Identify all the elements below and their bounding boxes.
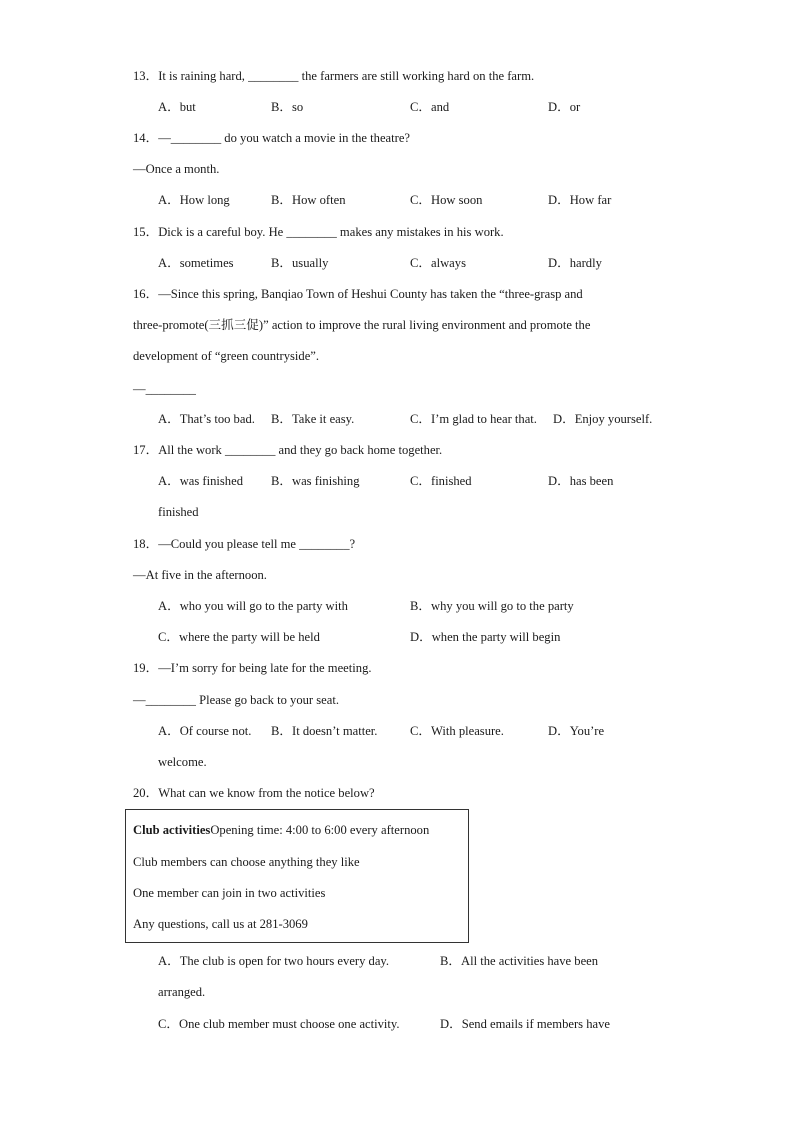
q17-option-c: C．finished — [410, 474, 472, 488]
notice-line-join: One member can join in two activities — [133, 886, 326, 900]
notice-line-contact: Any questions, call us at 281-3069 — [133, 917, 308, 931]
q19-option-d: D．You’re — [548, 724, 605, 738]
notice-title: Club activities — [133, 823, 211, 837]
q16-stem-line1: 16．—Since this spring, Banqiao Town of Heshui County has taken the “three-grasp and — [133, 287, 583, 301]
q19-option-b: B．It doesn’t matter. — [271, 724, 378, 738]
notice-opening-time: Opening time: 4:00 to 6:00 every afternoon — [210, 823, 430, 837]
q16-option-a: A．That’s too bad. — [158, 412, 255, 426]
q13-option-a: A．but — [158, 100, 196, 114]
q14-option-c: C．How soon — [410, 193, 483, 207]
q13-option-d: D．or — [548, 100, 581, 114]
q15-option-a: A．sometimes — [158, 256, 234, 270]
q16-reply: —________ — [133, 382, 196, 396]
q19-stem: 19．—I’m sorry for being late for the meeting. — [133, 661, 372, 675]
q15-option-d: D．hardly — [548, 256, 602, 270]
q16-stem-line3: development of “green countryside”. — [133, 349, 320, 363]
q20-option-b: B．All the activities have been — [440, 954, 599, 968]
q16-option-b: B．Take it easy. — [271, 412, 355, 426]
q18-option-b: B．why you will go to the party — [410, 599, 574, 613]
notice-line-choose: Club members can choose anything they like — [133, 855, 360, 869]
q14-reply: —Once a month. — [133, 162, 220, 176]
q15-stem: 15．Dick is a careful boy. He ________ makes any mistakes in his work. — [133, 225, 504, 239]
q17-option-a: A．was finished — [158, 474, 243, 488]
q13-option-c: C．and — [410, 100, 450, 114]
q17-stem: 17．All the work ________ and they go back home together. — [133, 443, 443, 457]
q18-option-d: D．when the party will begin — [410, 630, 561, 644]
q19-reply: —________ Please go back to your seat. — [133, 693, 340, 707]
q18-option-a: A．who you will go to the party with — [158, 599, 348, 613]
q13-stem: 13．It is raining hard, ________ the farmers are still working hard on the farm. — [133, 69, 535, 83]
q17-option-b: B．was finishing — [271, 474, 360, 488]
q19-option-d-continued: welcome. — [158, 755, 207, 769]
q17-option-d-continued: finished — [158, 505, 199, 519]
q14-option-a: A．How long — [158, 193, 230, 207]
q13-option-b: B．so — [271, 100, 304, 114]
q14-option-b: B．How often — [271, 193, 346, 207]
q17-option-d: D．has been — [548, 474, 614, 488]
notice-first-line — [133, 822, 429, 838]
q20-option-a: A．The club is open for two hours every day. — [158, 954, 390, 968]
q19-option-c: C．With pleasure. — [410, 724, 504, 738]
q20-option-d: D．Send emails if members have — [440, 1017, 610, 1031]
q16-option-c: C．I’m glad to hear that. — [410, 412, 537, 426]
q20-option-b-continued: arranged. — [158, 985, 206, 999]
q14-option-d: D．How far — [548, 193, 612, 207]
q20-option-c: C．One club member must choose one activity. — [158, 1017, 400, 1031]
q14-stem: 14．—________ do you watch a movie in the theatre? — [133, 131, 410, 145]
q15-option-c: C．always — [410, 256, 466, 270]
q18-reply: —At five in the afternoon. — [133, 568, 267, 582]
q20-stem: 20．What can we know from the notice below? — [133, 786, 375, 800]
q16-stem-line2: three-promote(三抓三促)” action to improve the rural living environment and promote the — [133, 318, 591, 332]
q16-option-d: D．Enjoy yourself. — [553, 412, 653, 426]
q18-option-c: C．where the party will be held — [158, 630, 320, 644]
q18-stem: 18．—Could you please tell me ________? — [133, 537, 356, 551]
q19-option-a: A．Of course not. — [158, 724, 252, 738]
q15-option-b: B．usually — [271, 256, 329, 270]
